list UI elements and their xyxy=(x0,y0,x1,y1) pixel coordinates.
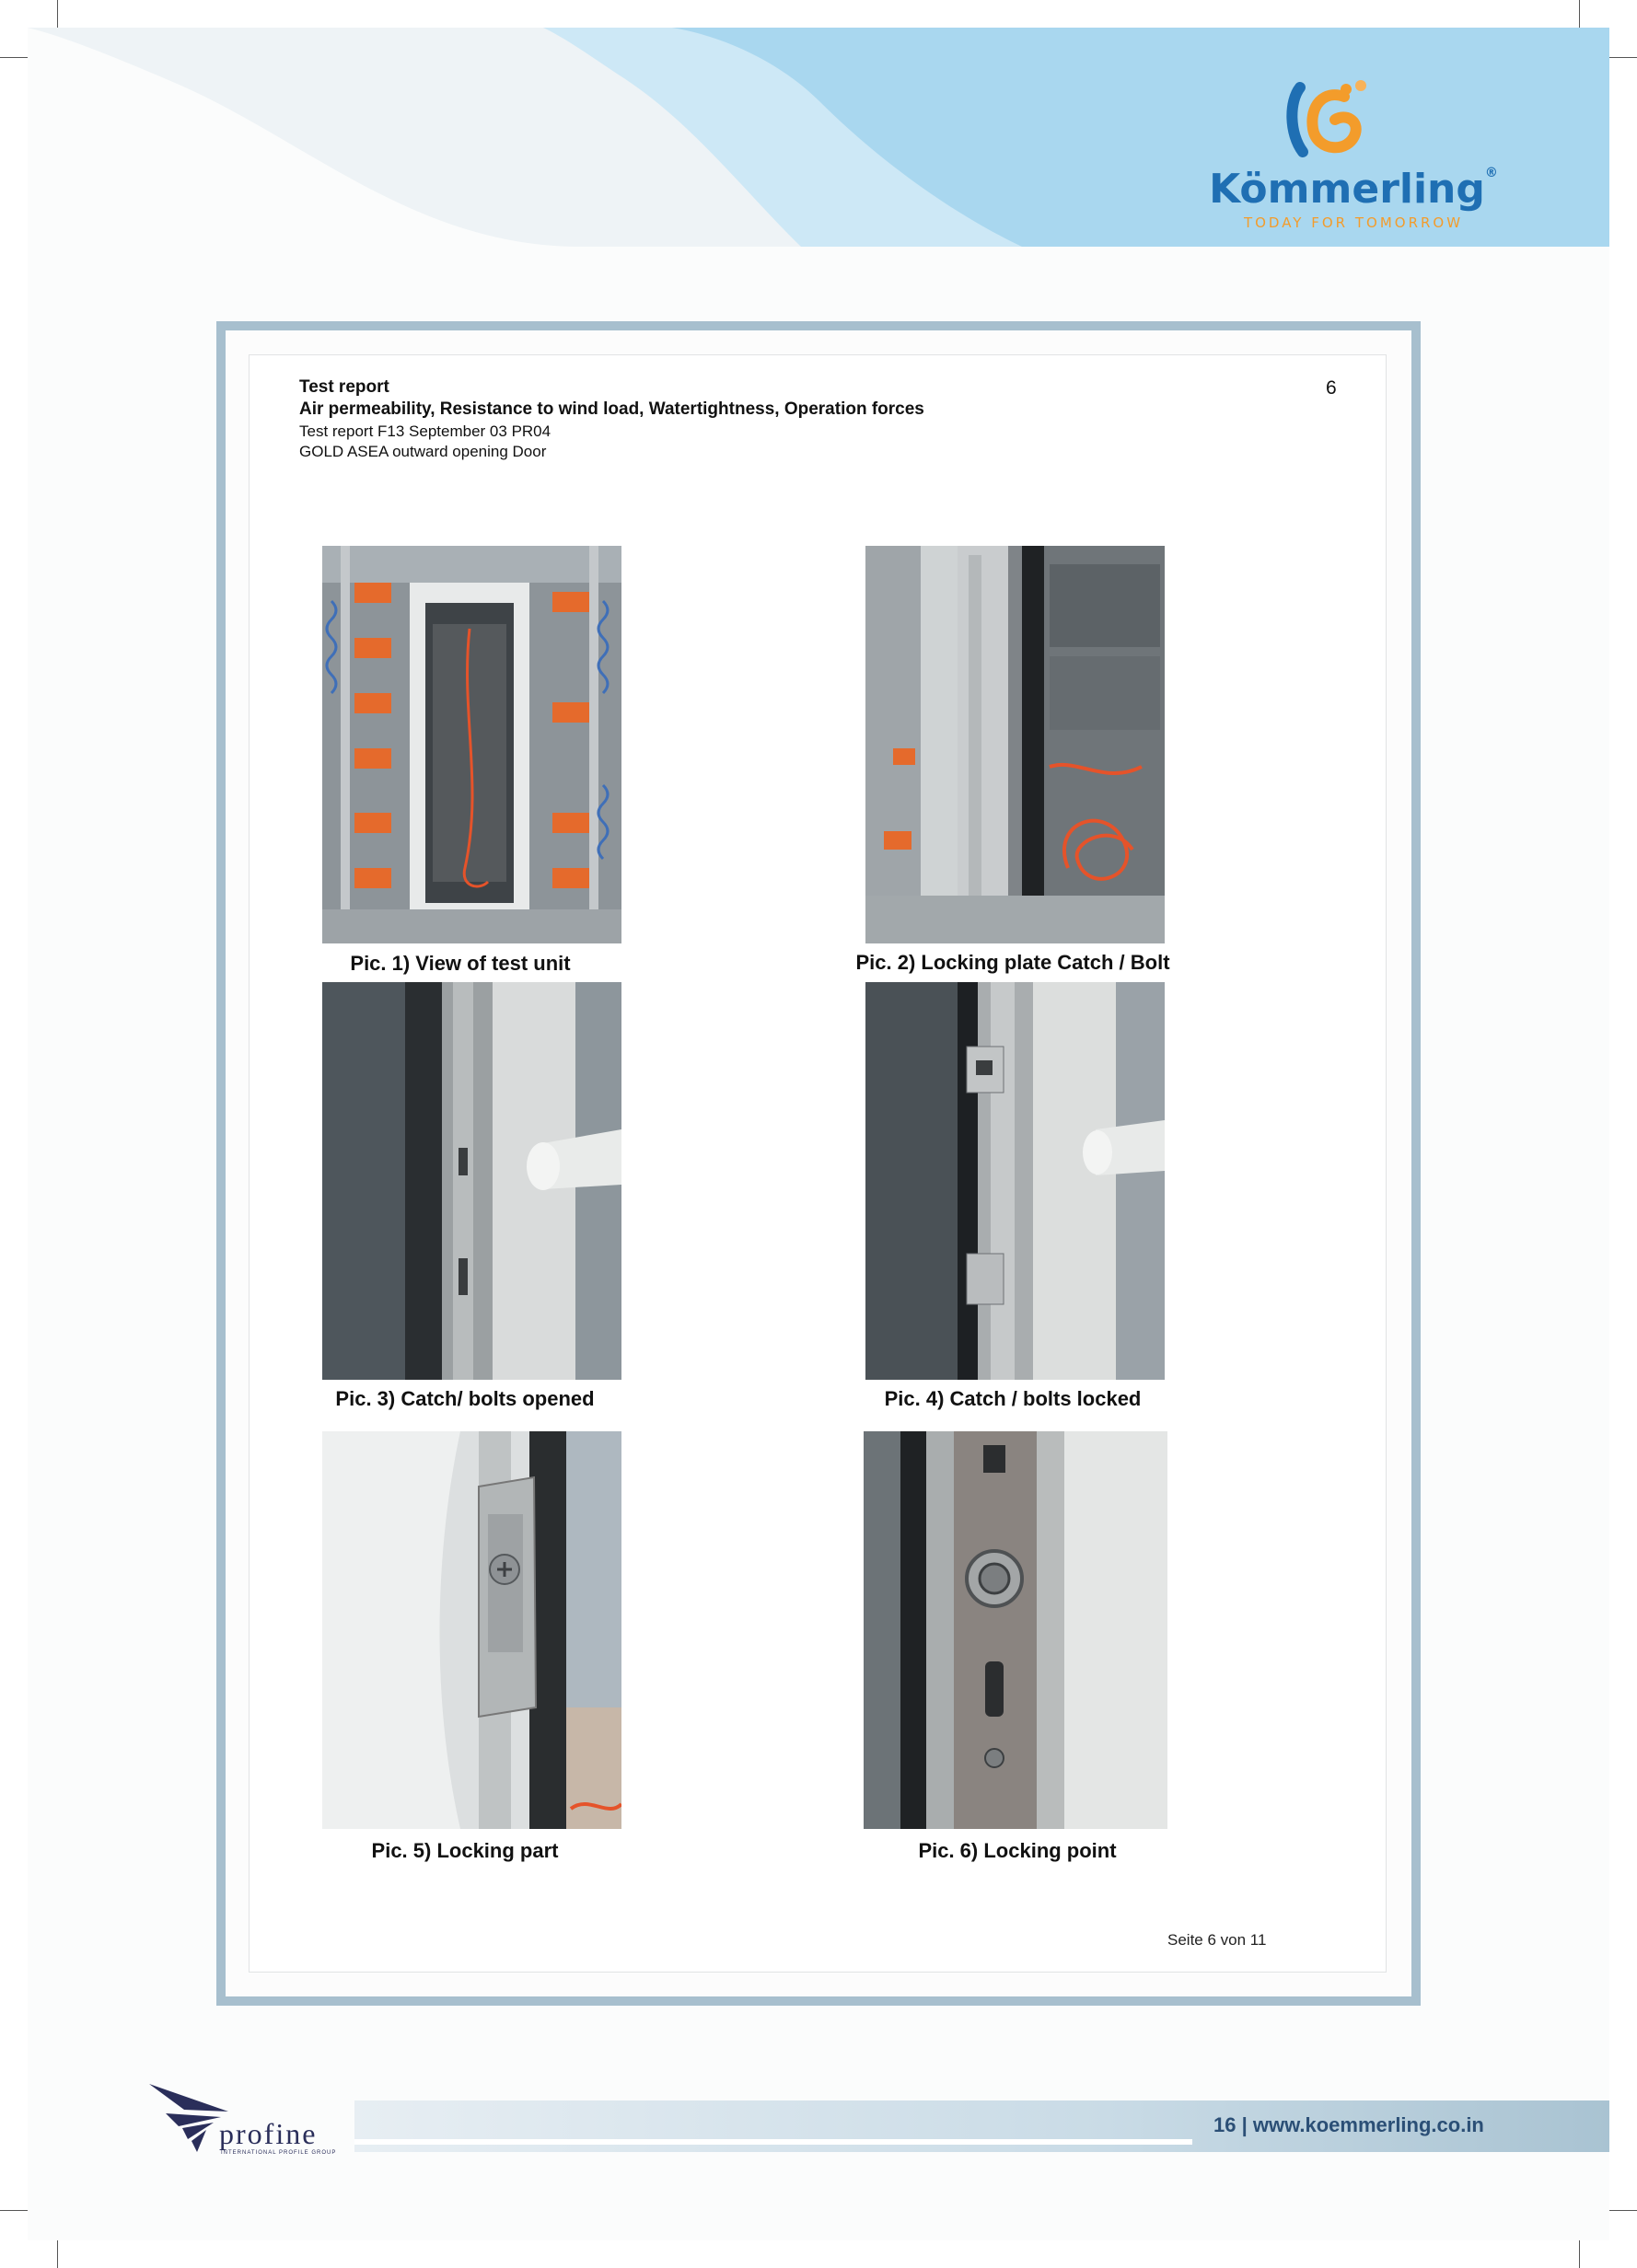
report-reference: Test report F13 September 03 PR04 xyxy=(299,422,551,440)
crop-mark xyxy=(0,57,28,58)
crop-mark xyxy=(57,0,58,28)
report-subtitle: Air permeability, Resistance to wind load, Watertightness, Operation forces xyxy=(299,399,924,419)
caption-pic-2: Pic. 2) Locking plate Catch / Bolt xyxy=(855,951,1170,974)
profine-wordmark: profine xyxy=(219,2117,318,2150)
caption-pic-6: Pic. 6) Locking point xyxy=(918,1839,1117,1862)
caption-pic-5: Pic. 5) Locking part xyxy=(371,1839,559,1862)
brand-wordmark: Kömmerling® xyxy=(1209,166,1498,213)
brand-tagline: TODAY FOR TOMORROW xyxy=(1243,214,1464,231)
report-page-footer: Seite 6 von 11 xyxy=(1167,1931,1267,1949)
report-page-number: 6 xyxy=(1326,377,1337,399)
photo-locking-point xyxy=(864,1431,1167,1829)
photo-catch-opened xyxy=(322,982,621,1380)
caption-pic-3: Pic. 3) Catch/ bolts opened xyxy=(335,1387,595,1410)
crop-mark xyxy=(1609,57,1637,58)
photo-test-unit xyxy=(322,546,621,943)
profine-logo xyxy=(147,2082,341,2158)
report-title: Test report xyxy=(299,377,389,397)
crop-mark xyxy=(57,2240,58,2268)
profine-subtitle: INTERNATIONAL PROFILE GROUP xyxy=(221,2150,337,2156)
crop-mark xyxy=(1579,0,1580,28)
footer-page-url: 16 | www.koemmerling.co.in xyxy=(1213,2113,1484,2136)
photo-locking-plate xyxy=(865,546,1165,943)
crop-mark xyxy=(0,2210,28,2211)
logo-mark-icon xyxy=(1197,78,1510,166)
photo-locking-part xyxy=(322,1431,621,1829)
report-product: GOLD ASEA outward opening Door xyxy=(299,443,547,460)
crop-mark xyxy=(1609,2210,1637,2211)
kommerling-logo xyxy=(1197,78,1510,235)
caption-pic-1: Pic. 1) View of test unit xyxy=(350,952,571,975)
crop-mark xyxy=(1579,2240,1580,2268)
photo-catch-locked xyxy=(865,982,1165,1380)
caption-pic-4: Pic. 4) Catch / bolts locked xyxy=(884,1387,1142,1410)
